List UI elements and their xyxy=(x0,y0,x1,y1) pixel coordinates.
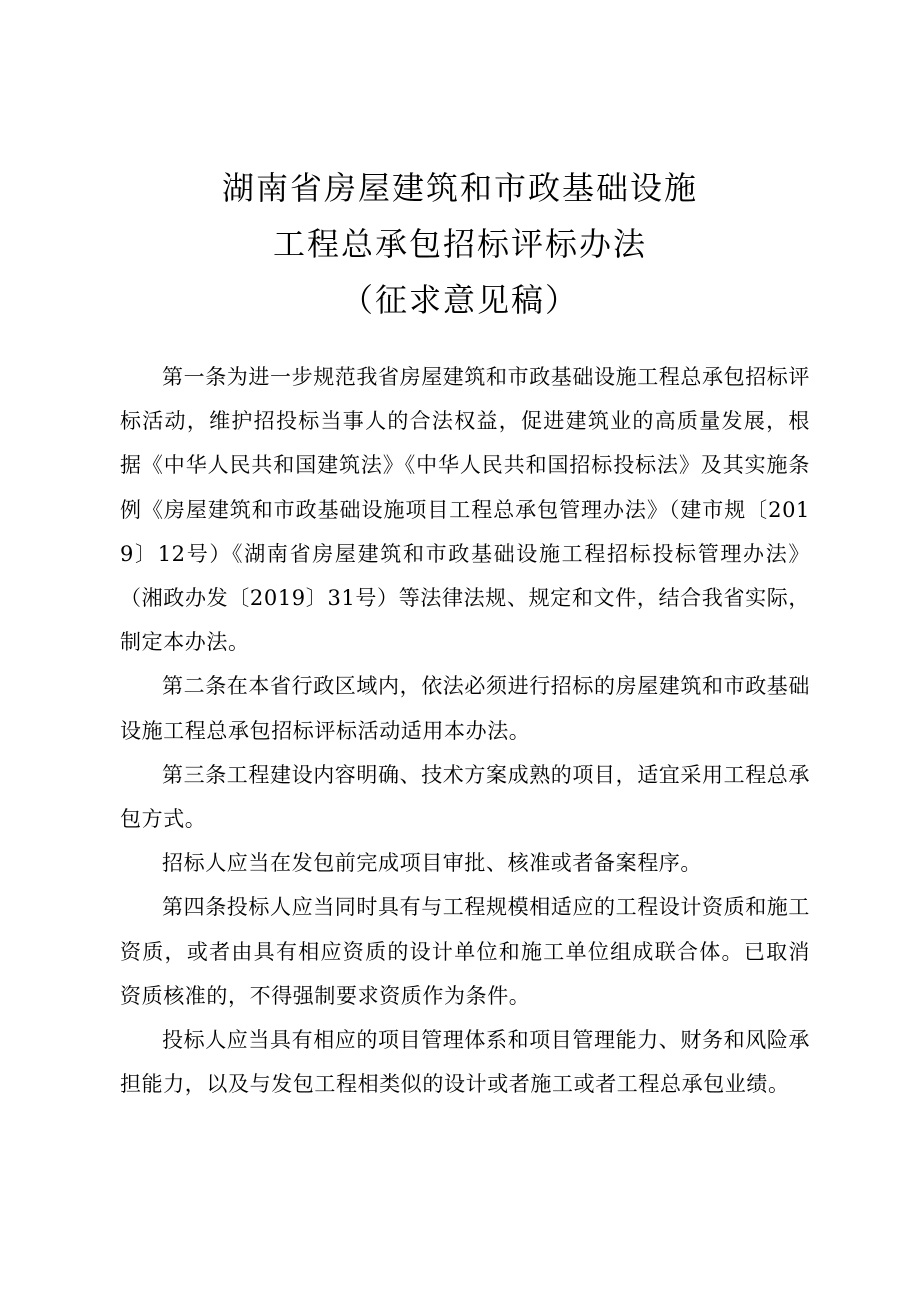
article-1-paragraph: 第一条为进一步规范我省房屋建筑和市政基础设施工程总承包招标评标活动，维护招投标当事人的合法权益，促进建筑业的高质量发展，根据《中华人民共和国建筑法》《中华人民共和国招标投标法》及其实施条例《房屋建筑和市政基础设施项目工程总承包管理办法》（建市规〔2019〕12号）《湖南省房屋建筑和市政基础设施工程招标投标管理办法》（湘政办发〔2019〕31号）等法律法规、规定和文件，结合我省实际，制定本办法。 xyxy=(120,365,810,655)
title-line-2: 工程总承包招标评标办法 xyxy=(272,225,647,263)
document-body xyxy=(120,355,810,1106)
title-line-1: 湖南省房屋建筑和市政基础设施 xyxy=(221,169,698,207)
document-title xyxy=(0,160,920,328)
article-3-sub-paragraph: 招标人应当在发包前完成项目审批、核准或者备案程序。 xyxy=(162,851,702,876)
article-3-paragraph: 第三条工程建设内容明确、技术方案成熟的项目，适宜采用工程总承包方式。 xyxy=(120,762,810,832)
article-4-sub-paragraph: 投标人应当具有相应的项目管理体系和项目管理能力、财务和风险承担能力，以及与发包工程相类似的设计或者施工或者工程总承包业绩。 xyxy=(120,1028,810,1097)
title-line-3: （征求意见稿） xyxy=(340,281,579,319)
article-2-paragraph: 第二条在本省行政区域内，依法必须进行招标的房屋建筑和市政基础设施工程总承包招标评标活动适用本办法。 xyxy=(120,674,810,743)
article-4-paragraph: 第四条投标人应当同时具有与工程规模相适应的工程设计资质和施工资质，或者由具有相应资质的设计单位和施工单位组成联合体。已取消资质核准的，不得强制要求资质作为条件。 xyxy=(120,895,810,1008)
